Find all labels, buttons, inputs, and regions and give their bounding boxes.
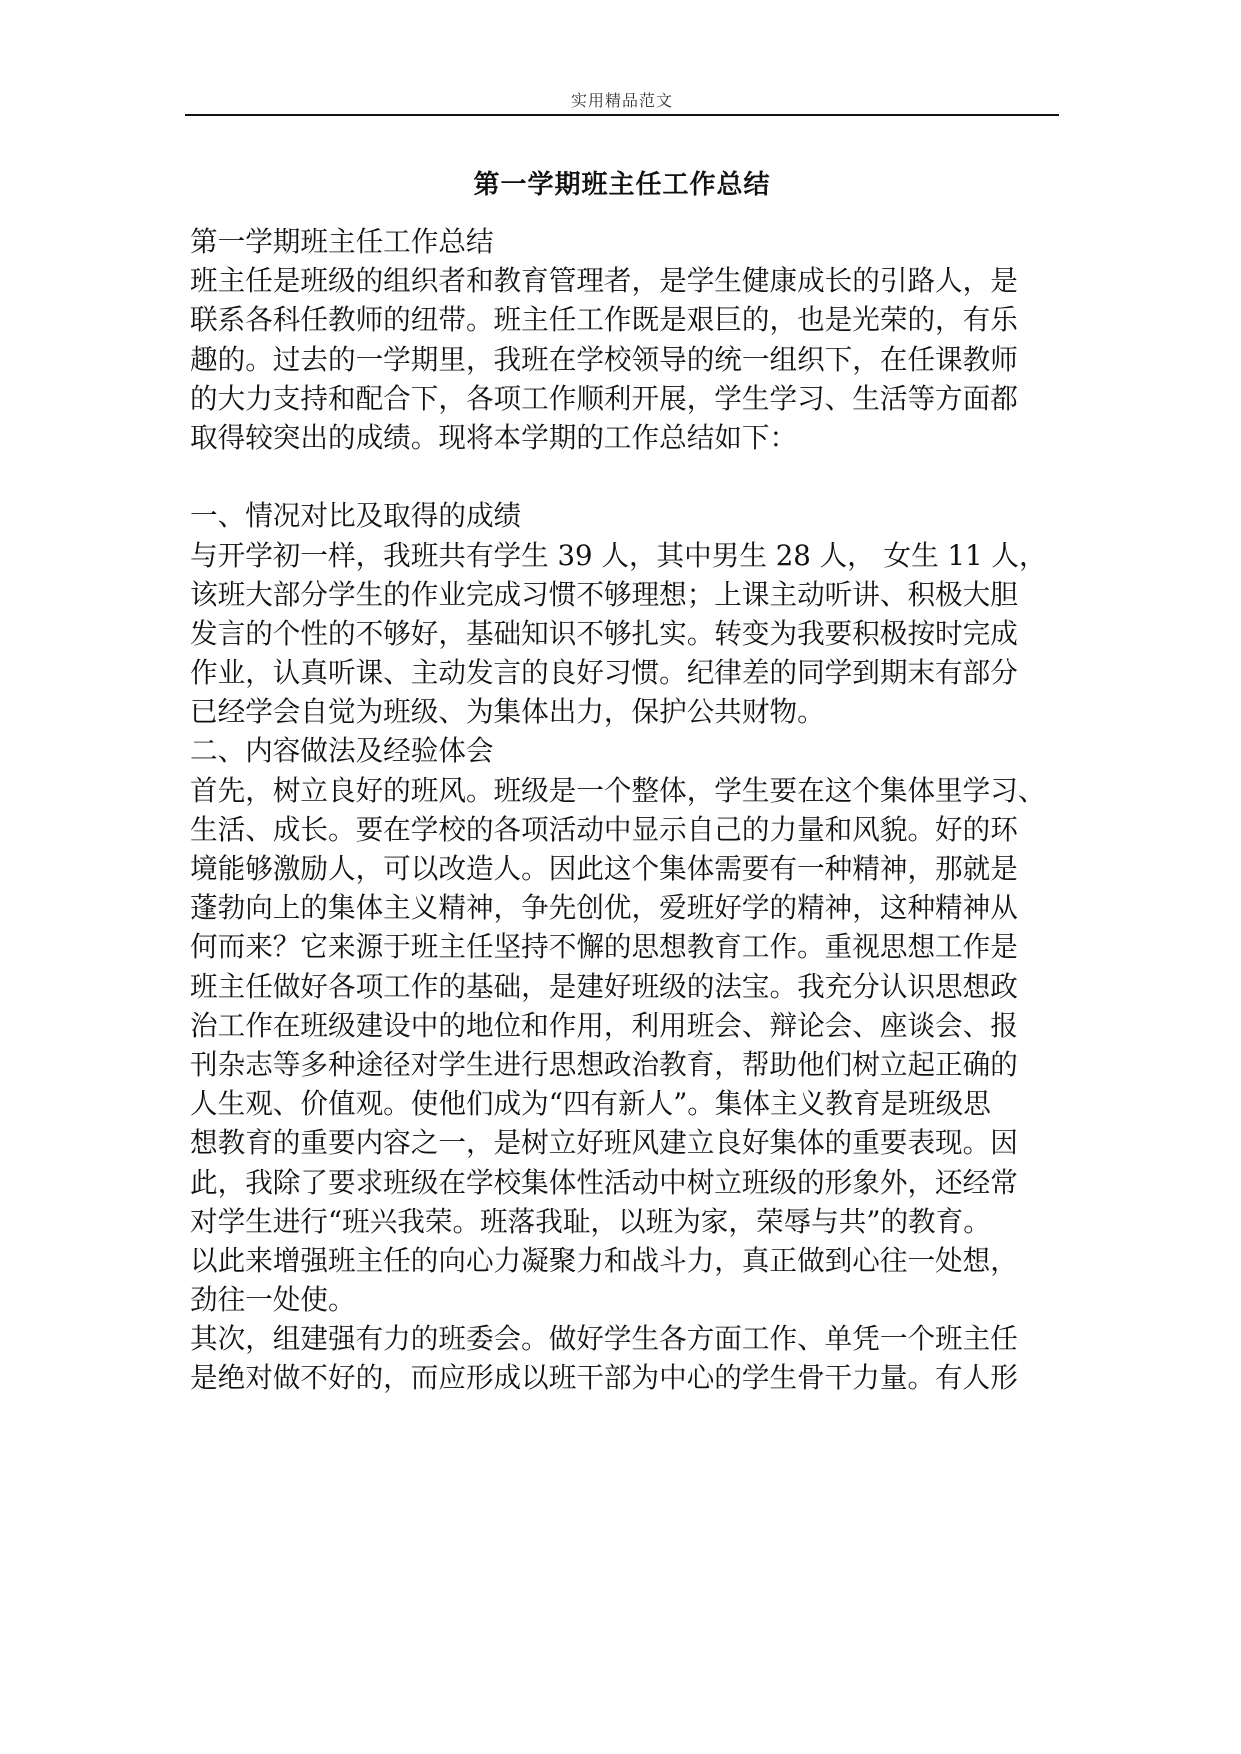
body-line: 取得较突出的成绩。现将本学期的工作总结如下：	[190, 420, 798, 454]
body-line: 境能够激励人，可以改造人。因此这个集体需要有一种精神，那就是	[190, 852, 1018, 885]
header-divider	[185, 114, 1059, 116]
body-line: 是绝对做不好的，而应形成以班干部为中心的学生骨干力量。有人形	[190, 1361, 1018, 1395]
section-heading: 二、内容做法及经验体会	[190, 734, 494, 768]
body-line: 以此来增强班主任的向心力凝聚力和战斗力，真正做到心往一处想，	[190, 1243, 1018, 1277]
body-line: 劲往一处使。	[190, 1283, 356, 1317]
body-line: 的大力支持和配合下，各项工作顺利开展，学生学习、生活等方面都	[190, 381, 1018, 415]
body-line: 联系各科任教师的纽带。班主任工作既是艰巨的，也是光荣的，有乐	[190, 303, 1018, 337]
body-line: 与开学初一样，我班共有学生 39 人，其中男生 28 人， 女生 11 人，	[190, 538, 1047, 572]
body-line: 第一学期班主任工作总结	[190, 225, 494, 258]
body-line: 班主任是班级的组织者和教育管理者，是学生健康成长的引路人，是	[190, 264, 1018, 298]
document-title: 第一学期班主任工作总结	[473, 170, 771, 200]
page-header-label: 实用精品范文	[570, 91, 673, 110]
document-body	[190, 222, 1070, 1398]
body-line: 人生观、价值观。使他们成为“四有新人”。集体主义教育是班级思	[190, 1087, 991, 1121]
body-line: 发言的个性的不够好，基础知识不够扎实。转变为我要积极按时完成	[190, 616, 1018, 650]
body-line: 此，我除了要求班级在学校集体性活动中树立班级的形象外，还经常	[190, 1165, 1018, 1199]
body-line: 趣的。过去的一学期里，我班在学校领导的统一组织下，在任课教师	[190, 342, 1018, 376]
body-line: 蓬勃向上的集体主义精神，争先创优，爱班好学的精神，这种精神从	[190, 891, 1018, 925]
body-line: 作业，认真听课、主动发言的良好习惯。纪律差的同学到期末有部分	[190, 656, 1018, 690]
body-line: 已经学会自觉为班级、为集体出力，保护公共财物。	[190, 695, 825, 729]
body-line: 刊杂志等多种途径对学生进行思想政治教育，帮助他们树立起正确的	[190, 1047, 1018, 1081]
body-line: 何而来？它来源于班主任坚持不懈的思想教育工作。重视思想工作是	[190, 930, 1018, 964]
body-line: 治工作在班级建设中的地位和作用，利用班会、辩论会、座谈会、报	[190, 1008, 1018, 1042]
blank-line	[190, 457, 1070, 496]
body-line: 班主任做好各项工作的基础，是建好班级的法宝。我充分认识思想政	[190, 969, 1018, 1003]
body-line: 生活、成长。要在学校的各项活动中显示自己的力量和风貌。好的环	[190, 812, 1018, 846]
body-line: 想教育的重要内容之一，是树立好班风建立良好集体的重要表现。因	[190, 1126, 1018, 1160]
body-line: 对学生进行“班兴我荣。班落我耻，以班为家，荣辱与共”的教育。	[190, 1204, 991, 1238]
body-line: 该班大部分学生的作业完成习惯不够理想；上课主动听讲、积极大胆	[190, 577, 1018, 611]
body-line: 其次，组建强有力的班委会。做好学生各方面工作、单凭一个班主任	[190, 1322, 1018, 1356]
section-heading: 一、情况对比及取得的成绩	[190, 499, 522, 533]
body-line: 首先，树立良好的班风。班级是一个整体，学生要在这个集体里学习、	[190, 773, 1046, 807]
